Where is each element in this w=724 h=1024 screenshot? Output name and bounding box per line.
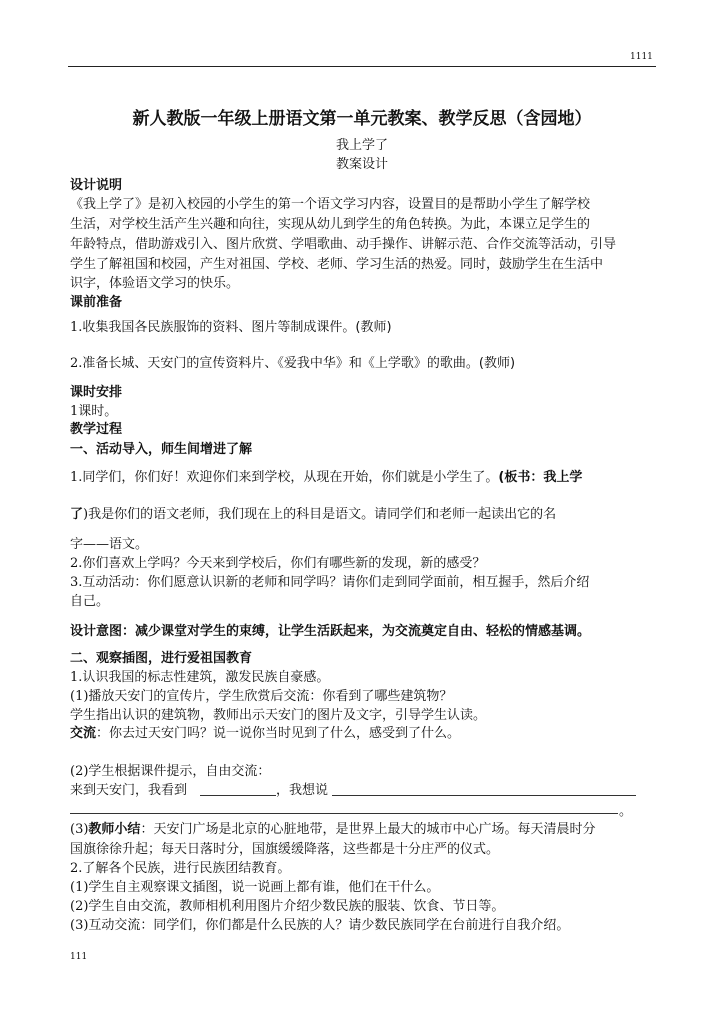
part2-line-10: 2.了解各个民族，进行民族团结教育。 xyxy=(70,861,291,876)
prep-item-2-text: 2.准备长城、天安门的宣传资料片、《爱我中华》和《上学歌》的歌曲。 xyxy=(70,356,479,371)
prep-item-1 xyxy=(70,316,392,335)
blackboard-note-end: 了 xyxy=(70,507,84,522)
fill-in-prefix: 来到天安门，我看到 xyxy=(70,783,188,798)
part1-para1-line3: 字——语文。 xyxy=(70,537,149,552)
part2-line-1: 1.认识我国的标志性建筑，激发民族自豪感。 xyxy=(70,670,330,685)
part2-line-13: (3)互动交流：同学们，你们都是什么民族的人？请少数民族同学在台前进行自我介绍。 xyxy=(70,918,570,933)
summary-index: (3) xyxy=(70,822,89,837)
part2-line-9: 国旗徐徐升起；每天日落时分，国旗缓缓降落，这些都是十分庄严的仪式。 xyxy=(70,842,500,857)
design-line-4: 学生了解祖国和校园，产生对祖国、学校、老师、学习生活的热爱。同时，鼓励学生在生活中 xyxy=(70,257,604,272)
section-heading-schedule: 课时安排 xyxy=(70,385,123,400)
part1-para1-text: 1.同学们，你们好！欢迎你们来到学校，从现在开始，你们就是小学生了。 xyxy=(70,470,499,485)
design-line-5: 识字，体验语文学习的快乐。 xyxy=(70,276,240,291)
prep-item-2-role: (教师) xyxy=(478,356,516,371)
prep-item-2 xyxy=(70,352,515,371)
prep-item-1-role: (教师) xyxy=(355,320,392,335)
part1-para1-line2 xyxy=(70,503,556,522)
fill-in-blank-1 xyxy=(200,795,276,796)
fill-in-blank-2 xyxy=(332,795,636,796)
design-line-3: 年龄特点，借助游戏引入、图片欣赏、学唱歌曲、动手操作、讲解示范、合作交流等活动，引导 xyxy=(70,237,617,252)
lesson-title: 我上学了 xyxy=(335,138,388,153)
part2-line-8 xyxy=(70,818,595,837)
prep-item-1-text: 1.收集我国各民族服饰的资料、图片等制成课件。 xyxy=(70,320,356,335)
exchange-text: ：你去过天安门吗？说一说你当时见到了什么，感受到了什么。 xyxy=(96,726,461,741)
exchange-label: 交流 xyxy=(70,726,97,741)
part1-para3-line1: 3.互动活动：你们愿意认识新的老师和同学吗？请你们走到同学面前，相互握手，然后介绍 xyxy=(70,575,590,590)
design-intent: 设计意图：减少课堂对学生的束缚，让学生活跃起来，为交流奠定自由、轻松的情感基调。 xyxy=(70,624,591,639)
header-rule xyxy=(68,66,656,67)
part2-line-4 xyxy=(70,722,460,741)
blackboard-note: (板书：我上学 xyxy=(498,470,583,485)
page-title: 新人教版一年级上册语文第一单元教案、教学反思（含园地） xyxy=(132,109,592,129)
summary-label: 教师小结 xyxy=(88,822,141,837)
lesson-subtitle: 教案设计 xyxy=(335,157,388,172)
design-line-2: 生活，对学校生活产生兴趣和向往，实现从幼儿到学生的角色转换。为此，本课立足学生的 xyxy=(70,217,591,232)
part2-heading: 二、观察插图，进行爱祖国教育 xyxy=(70,651,253,666)
section-heading-design: 设计说明 xyxy=(70,178,123,193)
footer-page-number: 111 xyxy=(70,952,88,962)
section-heading-process: 教学过程 xyxy=(70,422,123,437)
part2-line-3: 学生指出认识的建筑物，教师出示天安门的图片及文字，引导学生认读。 xyxy=(70,708,487,723)
section-heading-prep: 课前准备 xyxy=(70,295,123,310)
part1-para1-line1 xyxy=(70,466,582,485)
part2-line-2: (1)播放天安门的宣传片，学生欣赏后交流：你看到了哪些建筑物？ xyxy=(70,689,453,704)
header-page-number: 1111 xyxy=(630,52,653,62)
part2-line-11: (1)学生自主观察课文插图，说一说画上都有谁，他们在干什么。 xyxy=(70,880,440,895)
fill-in-blank-3 xyxy=(70,813,618,814)
design-line-1: 《我上学了》是初入校园的小学生的第一个语文学习内容，设置目的是帮助小学生了解学校 xyxy=(70,197,591,212)
part1-para2: 2.你们喜欢上学吗？今天来到学校后，你们有哪些新的发现，新的感受？ xyxy=(70,556,486,571)
part1-heading: 一、活动导入，师生间增进了解 xyxy=(70,442,253,457)
schedule-text: 1课时。 xyxy=(70,404,118,419)
part2-line-5: (2)学生根据课件提示，自由交流： xyxy=(70,764,271,779)
part2-line-12: (2)学生自由交流，教师相机利用图片介绍少数民族的服装、饮食、节日等。 xyxy=(70,899,505,914)
fill-in-middle: ，我想说 xyxy=(276,783,329,798)
fill-in-end: 。 xyxy=(619,804,633,819)
part1-para3-line2: 自己。 xyxy=(70,594,110,609)
summary-text: ：天安门广场是北京的心脏地带，是世界上最大的城市中心广场。每天清晨时分 xyxy=(140,822,596,837)
part1-para1-cont: )我是你们的语文老师，我们现在上的科目是语文。请同学们和老师一起读出它的名 xyxy=(83,507,557,522)
